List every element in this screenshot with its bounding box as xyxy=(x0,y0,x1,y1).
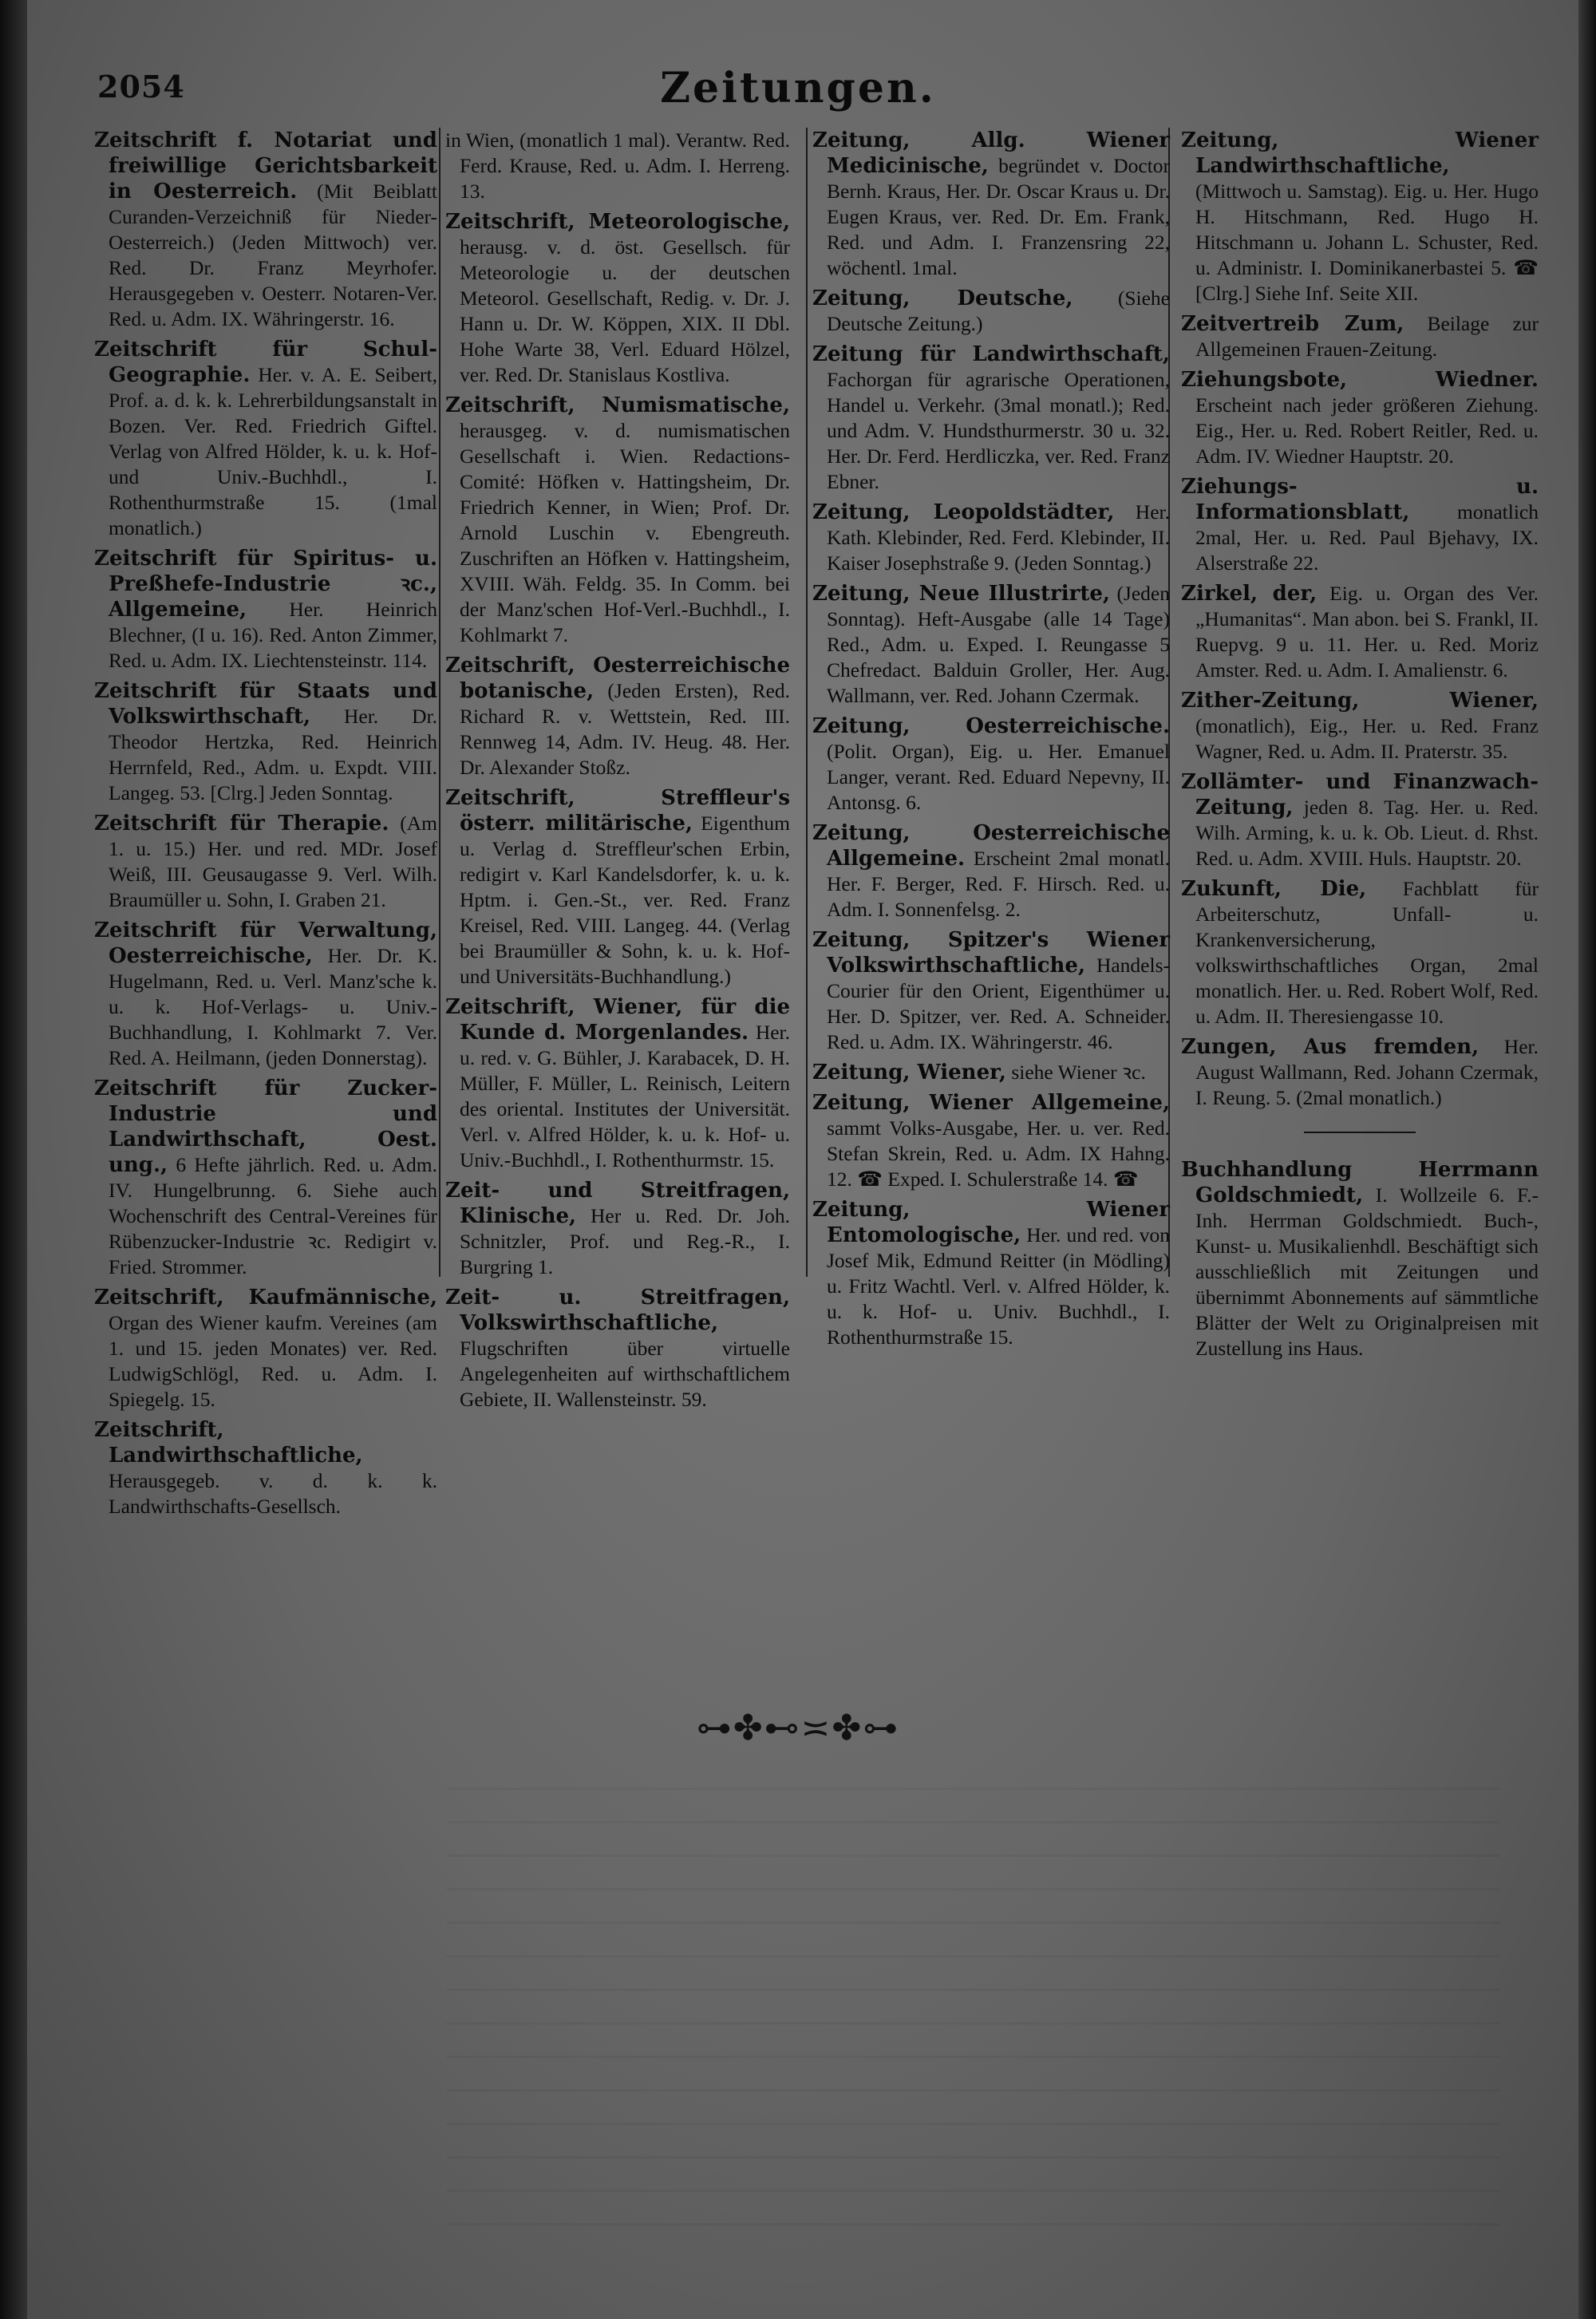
directory-entry xyxy=(445,1285,790,1412)
entry-details: Her. Heinrich Blechner, (I u. 16). Red. Anton Zimmer, Red. u. Adm. IX. Liechtensteinstr. 114. xyxy=(109,598,438,672)
entry-title: Zeitung, Oesterreichische Allgemeine. xyxy=(812,821,1170,871)
directory-entry xyxy=(1181,1157,1539,1361)
directory-entry xyxy=(1181,876,1539,1029)
directory-entry xyxy=(94,918,437,1071)
directory-entry xyxy=(812,286,1170,337)
directory-entry xyxy=(812,500,1170,576)
directory-entry xyxy=(445,128,790,204)
entry-title: Zeitung, Spitzer's Wiener Volkswirthschaftliche, xyxy=(812,928,1170,978)
entry-details: Her. Kath. Klebinder, Red. Ferd. Klebinder, II. Kaiser Josephstraße 9. (Jeden Sonntag.) xyxy=(827,500,1170,575)
column-1 xyxy=(94,128,438,1518)
entry-details: Her. Dr. K. Hugelmann, Red. u. Verl. Manz'sche k. u. k. Hof-Verlags- u. Univ.-Buchhandlung, I. Kohlmarkt 7. Ver. Red. A. Heilmann, (jeden Donnerstag). xyxy=(109,944,438,1069)
entry-details: Her. August Wallmann, Red. Johann Czermak, I. Reung. 5. (2mal monatlich.) xyxy=(1195,1035,1539,1109)
entry-details: Her. und red. von Josef Mik, Edmund Reitter (in Mödling) u. Fritz Wachtl. Verl. v. Alfred Hölder, k. u. k. Hof- u. Univ. Buchhdl., I. Rothenthurmstraße 15. xyxy=(827,1223,1170,1349)
entry-details: (Mittwoch u. Samstag). Eig. u. Her. Hugo H. Hitschmann, Red. Hugo H. Hitschmann u. Johann L. Schuster, Red. u. Administr. I. Dominikanerbastei 5. ☎ [Clrg.] Siehe Inf. Seite XII. xyxy=(1195,180,1539,305)
entry-title: Zeitung, Allg. Wiener Medicinische, xyxy=(812,128,1170,178)
directory-entry xyxy=(812,1197,1170,1350)
entry-title: Zeit- und Streitfragen, Klinische, xyxy=(445,1179,790,1228)
directory-entry xyxy=(1181,311,1539,362)
entry-details: monatlich 2mal, Her. u. Red. Paul Bjehavy, IX. Alserstraße 22. xyxy=(1195,500,1539,575)
entry-details: (Polit. Organ), Eig. u. Her. Emanuel Langer, verant. Red. Eduard Nepevny, II. Antonsg. 6. xyxy=(827,740,1170,814)
directory-entry xyxy=(94,1076,437,1280)
entry-details: Herausgegeb. v. d. k. k. Landwirthschafts-Gesellsch. xyxy=(109,1469,437,1518)
entry-details: herausgeg. v. d. numismatischen Gesellschaft i. Wien. Redactions-Comité: Höfken v. Hattingsheim, Dr. Friedrich Kenner, in Wien; Prof. Dr. Arnold Luschin v. Ebengreuth. Zuschriften an Höfken v. Hattingsheim, XVIII. Wäh. Feldg. 35. In Comm. bei der Manz'schen Hof-Verl.-Buchhdl., I. Kohlmarkt 7. xyxy=(460,419,790,646)
directory-entry xyxy=(94,1417,437,1519)
entry-title: Zeitung, Deutsche, xyxy=(812,286,1073,310)
entry-title: Zeitschrift, Oesterreichische botanische, xyxy=(445,654,790,703)
entry-title: Zeitschrift, Kaufmännische, xyxy=(94,1286,437,1310)
entry-details: Eigenthum u. Verlag d. Streffleur'schen Erbin, redigirt v. Karl Kandelsdorfer, k. u. k. Hptm. i. Gen.-St., ver. Red. Franz Kreisel, Red. VIII. Langeg. 44. (Verlag bei Braumüller & Sohn, k. u. k. Hof- und Universitäts-Buchhandlung.) xyxy=(460,812,790,988)
page-edge-left xyxy=(0,0,27,2319)
entry-details: (Siehe Deutsche Zeitung.) xyxy=(827,286,1170,335)
entry-title: Zollämter- und Finanzwach-Zeitung, xyxy=(1181,770,1539,820)
entry-title: Zeitvertreib Zum, xyxy=(1181,312,1404,336)
directory-entry xyxy=(812,1060,1170,1085)
entry-details: Handels-Courier für den Orient, Eigenthümer u. Her. D. Spitzer, ver. Red. A. Schneider. Red. u. Adm. IX. Währingerstr. 46. xyxy=(827,954,1170,1053)
directory-entry xyxy=(445,209,790,388)
entry-title: Zither-Zeitung, Wiener, xyxy=(1181,689,1539,713)
entry-details: begründet v. Doctor Bernh. Kraus, Her. Dr. Oscar Kraus u. Dr. Eugen Kraus, ver. Red. Dr. Em. Frank, Red. und Adm. I. Franzensring 22, wöchentl. 1mal. xyxy=(827,154,1171,279)
entry-title: Zeitschrift, Streffleur's österr. militärische, xyxy=(445,786,790,836)
directory-entry xyxy=(812,581,1170,709)
entry-title: Zeitschrift für Schul-Geographie. xyxy=(94,338,437,387)
directory-entry xyxy=(94,337,437,541)
entry-title: Zeitschrift f. Notariat und freiwillige Gerichtsbarkeit in Oesterreich. xyxy=(94,128,437,203)
directory-entry xyxy=(445,994,790,1173)
directory-entry xyxy=(812,713,1170,816)
entry-title: Zeit- u. Streitfragen, Volkswirthschaftliche, xyxy=(445,1286,790,1335)
section-rule xyxy=(1304,1132,1416,1133)
directory-entry xyxy=(94,546,437,674)
entry-title: Zukunft, Die, xyxy=(1181,877,1367,901)
page-edge-right xyxy=(1578,0,1596,2319)
directory-entry xyxy=(1181,367,1539,469)
entry-details: Her. u. red. v. G. Bühler, J. Karabacek, D. H. Müller, F. Müller, L. Reinisch, Leitern des oriental. Institutes der Universität. Verl. v. Alfred Hölder, k. u. k. Hof- u. Univ.-Buchhdl., I. Rothenthurmstr. 15. xyxy=(460,1021,791,1171)
entry-details: Her. Dr. Theodor Hertzka, Red. Heinrich Herrnfeld, Red., Adm. u. Expdt. VIII. Langeg. 53. [Clrg.] Jeden Sonntag. xyxy=(109,705,437,804)
directory-entry xyxy=(445,393,790,648)
ornament-divider: ⊶✤⊷≍✤⊶ xyxy=(696,1708,900,1748)
directory-entry xyxy=(1181,1034,1539,1111)
entry-title: Zeitung, Leopoldstädter, xyxy=(812,500,1115,524)
directory-entry xyxy=(445,653,790,780)
entry-details: Beilage zur Allgemeinen Frauen-Zeitung. xyxy=(1195,312,1539,361)
entry-details: I. Wollzeile 6. F.-Inh. Herrman Goldschmiedt. Buch-, Kunst- u. Musikalienhdl. Beschäftigt sich ausschließlich mit Zeitungen und übernimmt Abonnements auf sämmtliche Blätter der Welt zu Originalpreisen mit Zustellung ins Haus. xyxy=(1195,1183,1539,1360)
directory-entry xyxy=(812,128,1170,281)
entry-title: Zungen, Aus fremden, xyxy=(1181,1035,1479,1059)
entry-details: (Am 1. u. 15.) Her. und red. MDr. Josef Weiß, III. Geusaugasse 9. Verl. Wilh. Braumüller u. Sohn, I. Graben 21. xyxy=(109,812,437,911)
entry-title: Zeitschrift, Numismatische, xyxy=(445,393,790,417)
column-4 xyxy=(1181,128,1539,1484)
entry-title: Zeitung für Landwirthschaft, xyxy=(812,342,1170,366)
directory-entry xyxy=(1181,474,1539,576)
directory-entry xyxy=(1181,128,1539,306)
directory-entry xyxy=(445,785,790,990)
directory-entry xyxy=(94,128,437,332)
directory-entry xyxy=(1181,581,1539,683)
entry-details: Fachorgan für agrarische Operationen, Handel u. Verkehr. (3mal monatl.); Red. und Adm. V. Hundsthurmerstr. 30 u. 32. Her. Dr. Ferd. Herdliczka, ver. Red. Franz Ebner. xyxy=(827,368,1170,493)
entry-details: (Mit Beiblatt Curanden-Verzeichniß für Nieder-Oesterreich.) (Jeden Mittwoch) ver. Red. Dr. Franz Meyrhofer. Herausgegeben v. Oesterr. Notaren-Ver. Red. u. Adm. IX. Währingerstr. 16. xyxy=(109,180,437,330)
entry-title: Zeitung, Wiener Allgemeine, xyxy=(812,1091,1170,1115)
entry-title: Zeitschrift für Zucker-Industrie und Landwirthschaft, Oest. ung., xyxy=(94,1077,437,1177)
entry-title: Ziehungsbote, Wiedner. xyxy=(1181,368,1539,392)
entry-title: Zeitung, Neue Illustrirte, xyxy=(812,582,1110,606)
entry-title: Zeitschrift, Wiener, für die Kunde d. Morgenlandes. xyxy=(445,995,790,1045)
entry-details: (monatlich), Eig., Her. u. Red. Franz Wagner, Red. u. Adm. II. Praterstr. 35. xyxy=(1195,714,1539,763)
entry-details: (Jeden Ersten), Red. Richard R. v. Wettstein, Red. III. Rennweg 14, Adm. IV. Heug. 48. Her. Dr. Alexander Stoßz. xyxy=(460,679,791,779)
entry-title: Zeitschrift für Therapie. xyxy=(94,812,389,836)
entry-details: herausg. v. d. öst. Gesellsch. für Meteorologie u. der deutschen Meteorol. Gesellschaft, Redig. v. Dr. J. Hann u. Dr. W. Köppen, XIX. II Dbl. Hohe Warte 38, Verl. Eduard Hölzel, ver. Red. Dr. Stanislaus Kostliva. xyxy=(460,235,790,386)
entry-title: Zeitschrift für Spiritus- u. Preßhefe-Industrie ꝛc., Allgemeine, xyxy=(94,547,437,622)
entry-details: Her u. Red. Dr. Joh. Schnitzler, Prof. und Reg.-R., I. Burgring 1. xyxy=(460,1204,791,1278)
directory-entry xyxy=(445,1178,790,1280)
entry-details: Erscheint 2mal monatl. Her. F. Berger, Red. F. Hirsch. Red. u. Adm. I. Sonnenfelsg. 2. xyxy=(827,847,1170,921)
directory-entry xyxy=(812,820,1170,922)
entry-details: Erscheint nach jeder größeren Ziehung. Eig., Her. u. Red. Robert Reitler, Red. u. Adm. IV. Wiedner Hauptstr. 20. xyxy=(1195,393,1539,468)
entry-details: jeden 8. Tag. Her. u. Red. Wilh. Arming, k. u. k. Ob. Lieut. d. Rhst. Red. u. Adm. XVIII. Huls. Hauptstr. 20. xyxy=(1195,796,1539,870)
entry-title: Zeitschrift, Landwirthschaftliche, xyxy=(94,1418,363,1468)
entry-details: Her. v. A. E. Seibert, Prof. a. d. k. k. Lehrerbildungsanstalt in Bozen. Ver. Red. Friedrich Giftel. Verlag von Alfred Hölder, k. u. k. Hof- und Univ.-Buchhdl., I. Rothenthurmstraße 15. (1mal monatlich.) xyxy=(109,363,438,539)
directory-entry xyxy=(812,342,1170,495)
directory-entry xyxy=(1181,769,1539,871)
page-title: Zeitungen. xyxy=(660,64,936,113)
entry-title: Ziehungs- u. Informationsblatt, xyxy=(1181,475,1539,524)
entry-details: Organ des Wiener kaufm. Vereines (am 1. und 15. jeden Monates) ver. Red. LudwigSchlögl, Red. u. Adm. I. Spiegelg. 15. xyxy=(109,1311,437,1411)
entry-title: Zeitung, Oesterreichische. xyxy=(812,714,1170,738)
entry-title: Zeitschrift, Meteorologische, xyxy=(445,210,790,234)
directory-entry xyxy=(94,678,437,806)
entry-details: Fachblatt für Arbeiterschutz, Unfall- u. Krankenversicherung, volkswirthschaftliches Organ, 2mal monatlich. Her. u. Red. Robert Wolf, Red. u. Adm. II. Theresiengasse 10. xyxy=(1195,877,1539,1028)
column-3 xyxy=(812,128,1170,1484)
directory-entry xyxy=(1181,688,1539,764)
entry-title: Zeitschrift für Verwaltung, Oesterreichische, xyxy=(94,919,437,968)
entry-title: Buchhandlung Herrmann Goldschmiedt, xyxy=(1181,1158,1539,1207)
entry-details: in Wien, (monatlich 1 mal). Verantw. Red. Ferd. Krause, Red. u. Adm. I. Herreng. 13. xyxy=(445,128,790,203)
entry-title: Zirkel, der, xyxy=(1181,582,1317,606)
directory-entry xyxy=(94,811,437,913)
page-number: 2054 xyxy=(97,69,185,105)
entry-details: sammt Volks-Ausgabe, Her. u. ver. Red. Stefan Skrein, Red. u. Adm. IX Hahng. 12. ☎ Exped. I. Schulerstraße 14. ☎ xyxy=(827,1116,1170,1191)
entry-details: (Jeden Sonntag). Heft-Ausgabe (alle 14 Tage) Red., Adm. u. Exped. I. Reungasse 5 Chefredact. Balduin Groller, Her. Aug. Wallmann, ver. Red. Johann Czermak. xyxy=(827,582,1170,707)
column-2 xyxy=(445,128,790,1484)
entry-title: Zeitung, Wiener Entomologische, xyxy=(812,1198,1170,1247)
entry-details: Eig. u. Organ des Ver. „Humanitas“. Man abon. bei S. Frankl, II. Ruepvg. 9 u. 11. Her. u. Red. Moriz Amster. Red. u. Adm. I. Amalienstr. 6. xyxy=(1195,582,1539,681)
entry-details: 6 Hefte jährlich. Red. u. Adm. IV. Hungelbrunng. 6. Siehe auch Wochenschrift des Central-Vereines für Rübenzucker-Industrie ꝛc. Redigirt v. Fried. Strommer. xyxy=(109,1153,438,1278)
show-through-texture xyxy=(447,1788,1500,2234)
entry-details: siehe Wiener ꝛc. xyxy=(1011,1061,1146,1084)
directory-entry xyxy=(812,1090,1170,1192)
directory-entry xyxy=(94,1285,437,1412)
directory-columns xyxy=(94,128,1539,1518)
entry-title: Zeitung, Wiener, xyxy=(812,1061,1006,1084)
entry-title: Zeitung, Wiener Landwirthschaftliche, xyxy=(1181,128,1539,178)
entry-details: Flugschriften über virtuelle Angelegenheiten auf wirthschaftlichem Gebiete, II. Wallensteinstr. 59. xyxy=(460,1337,790,1411)
directory-entry xyxy=(812,927,1170,1055)
entry-title: Zeitschrift für Staats und Volkswirthschaft, xyxy=(94,679,437,729)
